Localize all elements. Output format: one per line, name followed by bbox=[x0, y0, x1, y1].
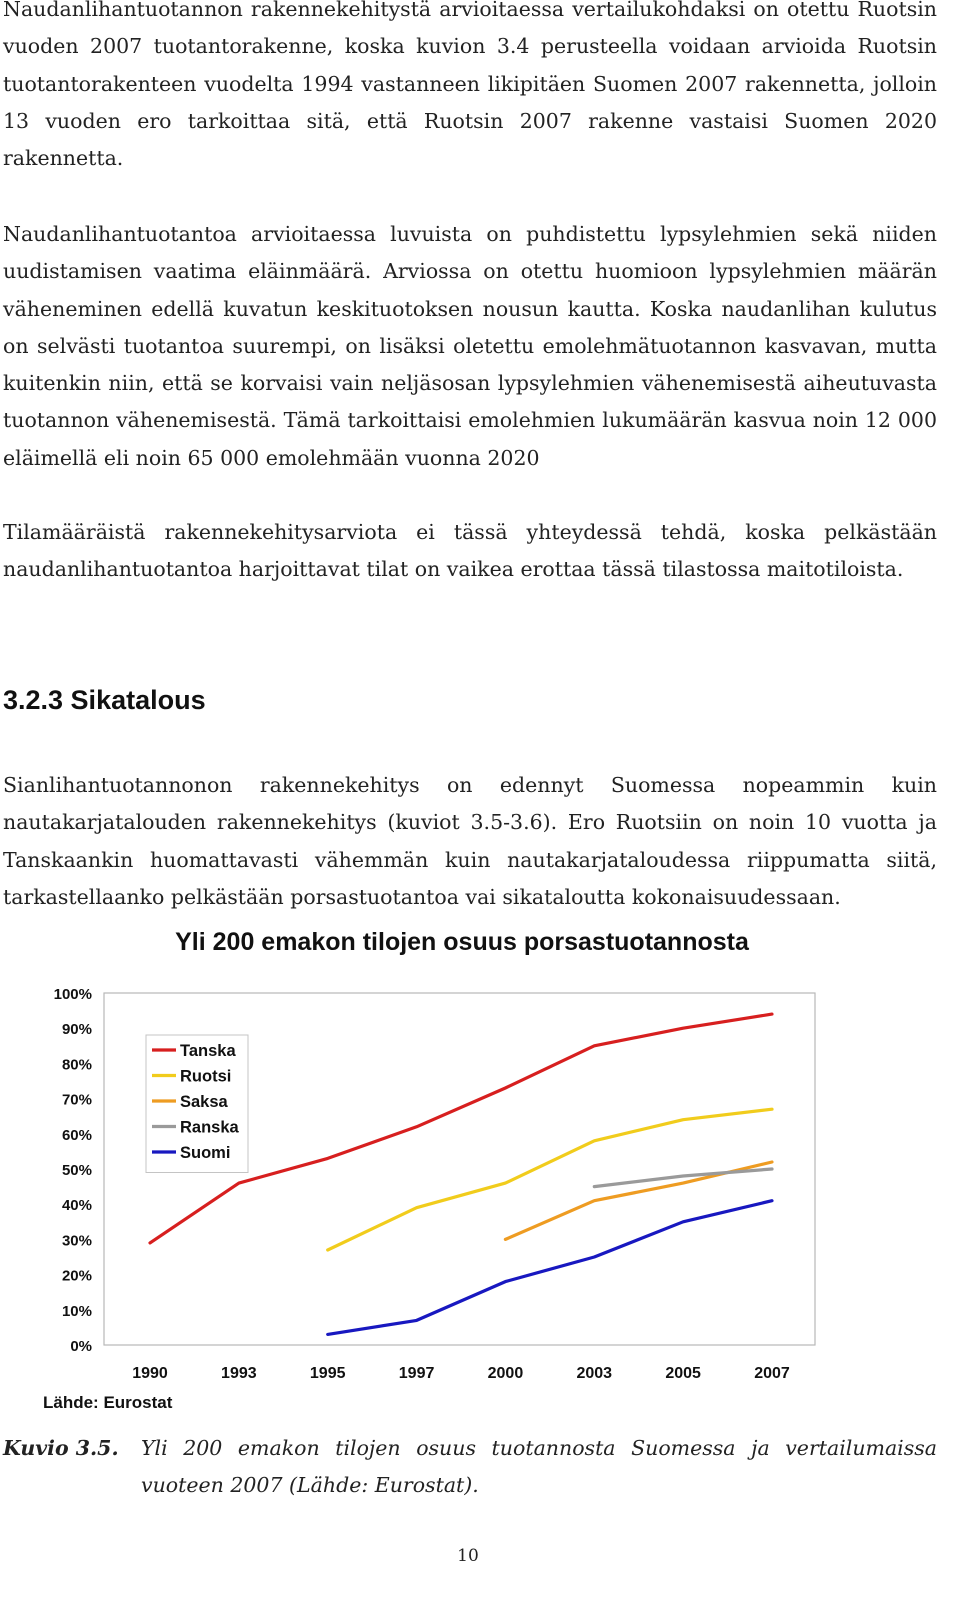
y-tick-label: 20% bbox=[61, 1267, 92, 1285]
x-tick-label: 2005 bbox=[665, 1365, 701, 1382]
x-tick-label: 1993 bbox=[221, 1365, 257, 1382]
y-tick-label: 10% bbox=[61, 1302, 92, 1320]
chart-source: Lähde: Eurostat bbox=[43, 1393, 173, 1412]
y-tick-label: 40% bbox=[61, 1197, 92, 1215]
x-tick-label: 1995 bbox=[309, 1365, 346, 1382]
x-tick-label: 2000 bbox=[487, 1365, 524, 1382]
paragraph-pig-sector: Sianlihantuotannonon rakennekehitys on edennyt Suomessa nopeammin kuin nautakarjatalouden rakennekehitys (kuviot 3.5-3.6). Ero Ruotsiin on noin 10 vuotta ja Tanskaankin huomattavasti vähemmän kuin nautakarjataloudessa riippumatta siitä, tarkastellaanko pelkästään porsastuotantoa vai sikataloutta kokonaisuudessaan. bbox=[3, 773, 937, 909]
page-number: 10 bbox=[457, 1546, 479, 1566]
y-tick-label: 50% bbox=[61, 1162, 92, 1179]
y-tick-label: 0% bbox=[70, 1338, 92, 1355]
x-tick-label: 2003 bbox=[576, 1365, 613, 1382]
legend-label: Ranska bbox=[180, 1118, 239, 1137]
y-tick-label: 90% bbox=[61, 1021, 92, 1039]
y-tick-label: 70% bbox=[61, 1091, 92, 1109]
series-line-ruotsi bbox=[328, 1109, 772, 1250]
figure-caption: Yli 200 emakon tilojen osuus tuotannosta Suomessa ja vertailumaissa vuoteen 2007 (Lähde: Eurostat). bbox=[141, 1436, 937, 1497]
chart-title: Yli 200 emakon tilojen osuus porsastuotannosta bbox=[175, 928, 749, 956]
y-tick-label: 80% bbox=[61, 1056, 92, 1074]
paragraph-farm-count: Tilamääräistä rakennekehitysarviota ei tässä yhteydessä tehdä, koska pelkästään naudanlihantuotantoa harjoittavat tilat on vaikea erottaa tässä tilastossa maitotiloista. bbox=[3, 520, 937, 582]
legend-label: Suomi bbox=[180, 1144, 231, 1162]
x-tick-label: 1997 bbox=[398, 1365, 435, 1382]
y-tick-label: 60% bbox=[61, 1126, 92, 1144]
x-tick-label: 2007 bbox=[754, 1365, 790, 1382]
paragraph-beef-structure: Naudanlihantuotannon rakennekehitystä arvioitaessa vertailukohdaksi on otettu Ruotsin vuoden 2007 tuotantorakenne, koska kuvion 3.4 perusteella voidaan arvioida Ruotsin tuotantorakenteen vuodelta 1994 vastanneen likipitäen Suomen 2007 rakennetta, jolloin 13 vuoden ero tarkoittaa sitä, että Ruotsin 2007 rakenne vastaisi Suomen 2020 rakennetta. bbox=[3, 0, 937, 171]
line-chart bbox=[0, 960, 960, 1400]
x-tick-label: 1990 bbox=[132, 1365, 168, 1382]
y-tick-label: 100% bbox=[53, 986, 92, 1003]
section-heading: 3.2.3 Sikatalous bbox=[3, 685, 206, 715]
legend-label: Ruotsi bbox=[180, 1067, 232, 1086]
legend-label: Saksa bbox=[180, 1093, 228, 1111]
y-tick-label: 30% bbox=[61, 1232, 92, 1250]
legend-label: Tanska bbox=[180, 1042, 236, 1060]
paragraph-beef-estimate: Naudanlihantuotantoa arvioitaessa luvuista on puhdistettu lypsylehmien sekä niiden uudistamisen vaatima eläinmäärä. Arviossa on otettu huomioon lypsylehmien määrän väheneminen edellä kuvatun keskituotoksen nousun kautta. Koska naudanlihan kulutus on selvästi tuotantoa suurempi, on lisäksi oletettu emolehmätuotannon kasvavan, mutta kuitenkin niin, että se korvaisi vain neljäsosan lypsylehmien vähenemisestä aiheutuvasta tuotannon vähenemisestä. Tämä tarkoittaisi emolehmien lukumäärän kasvua noin 12 000 eläimellä eli noin 65 000 emolehmään vuonna 2020 bbox=[3, 222, 937, 470]
figure-label: Kuvio 3.5. bbox=[3, 1436, 119, 1460]
